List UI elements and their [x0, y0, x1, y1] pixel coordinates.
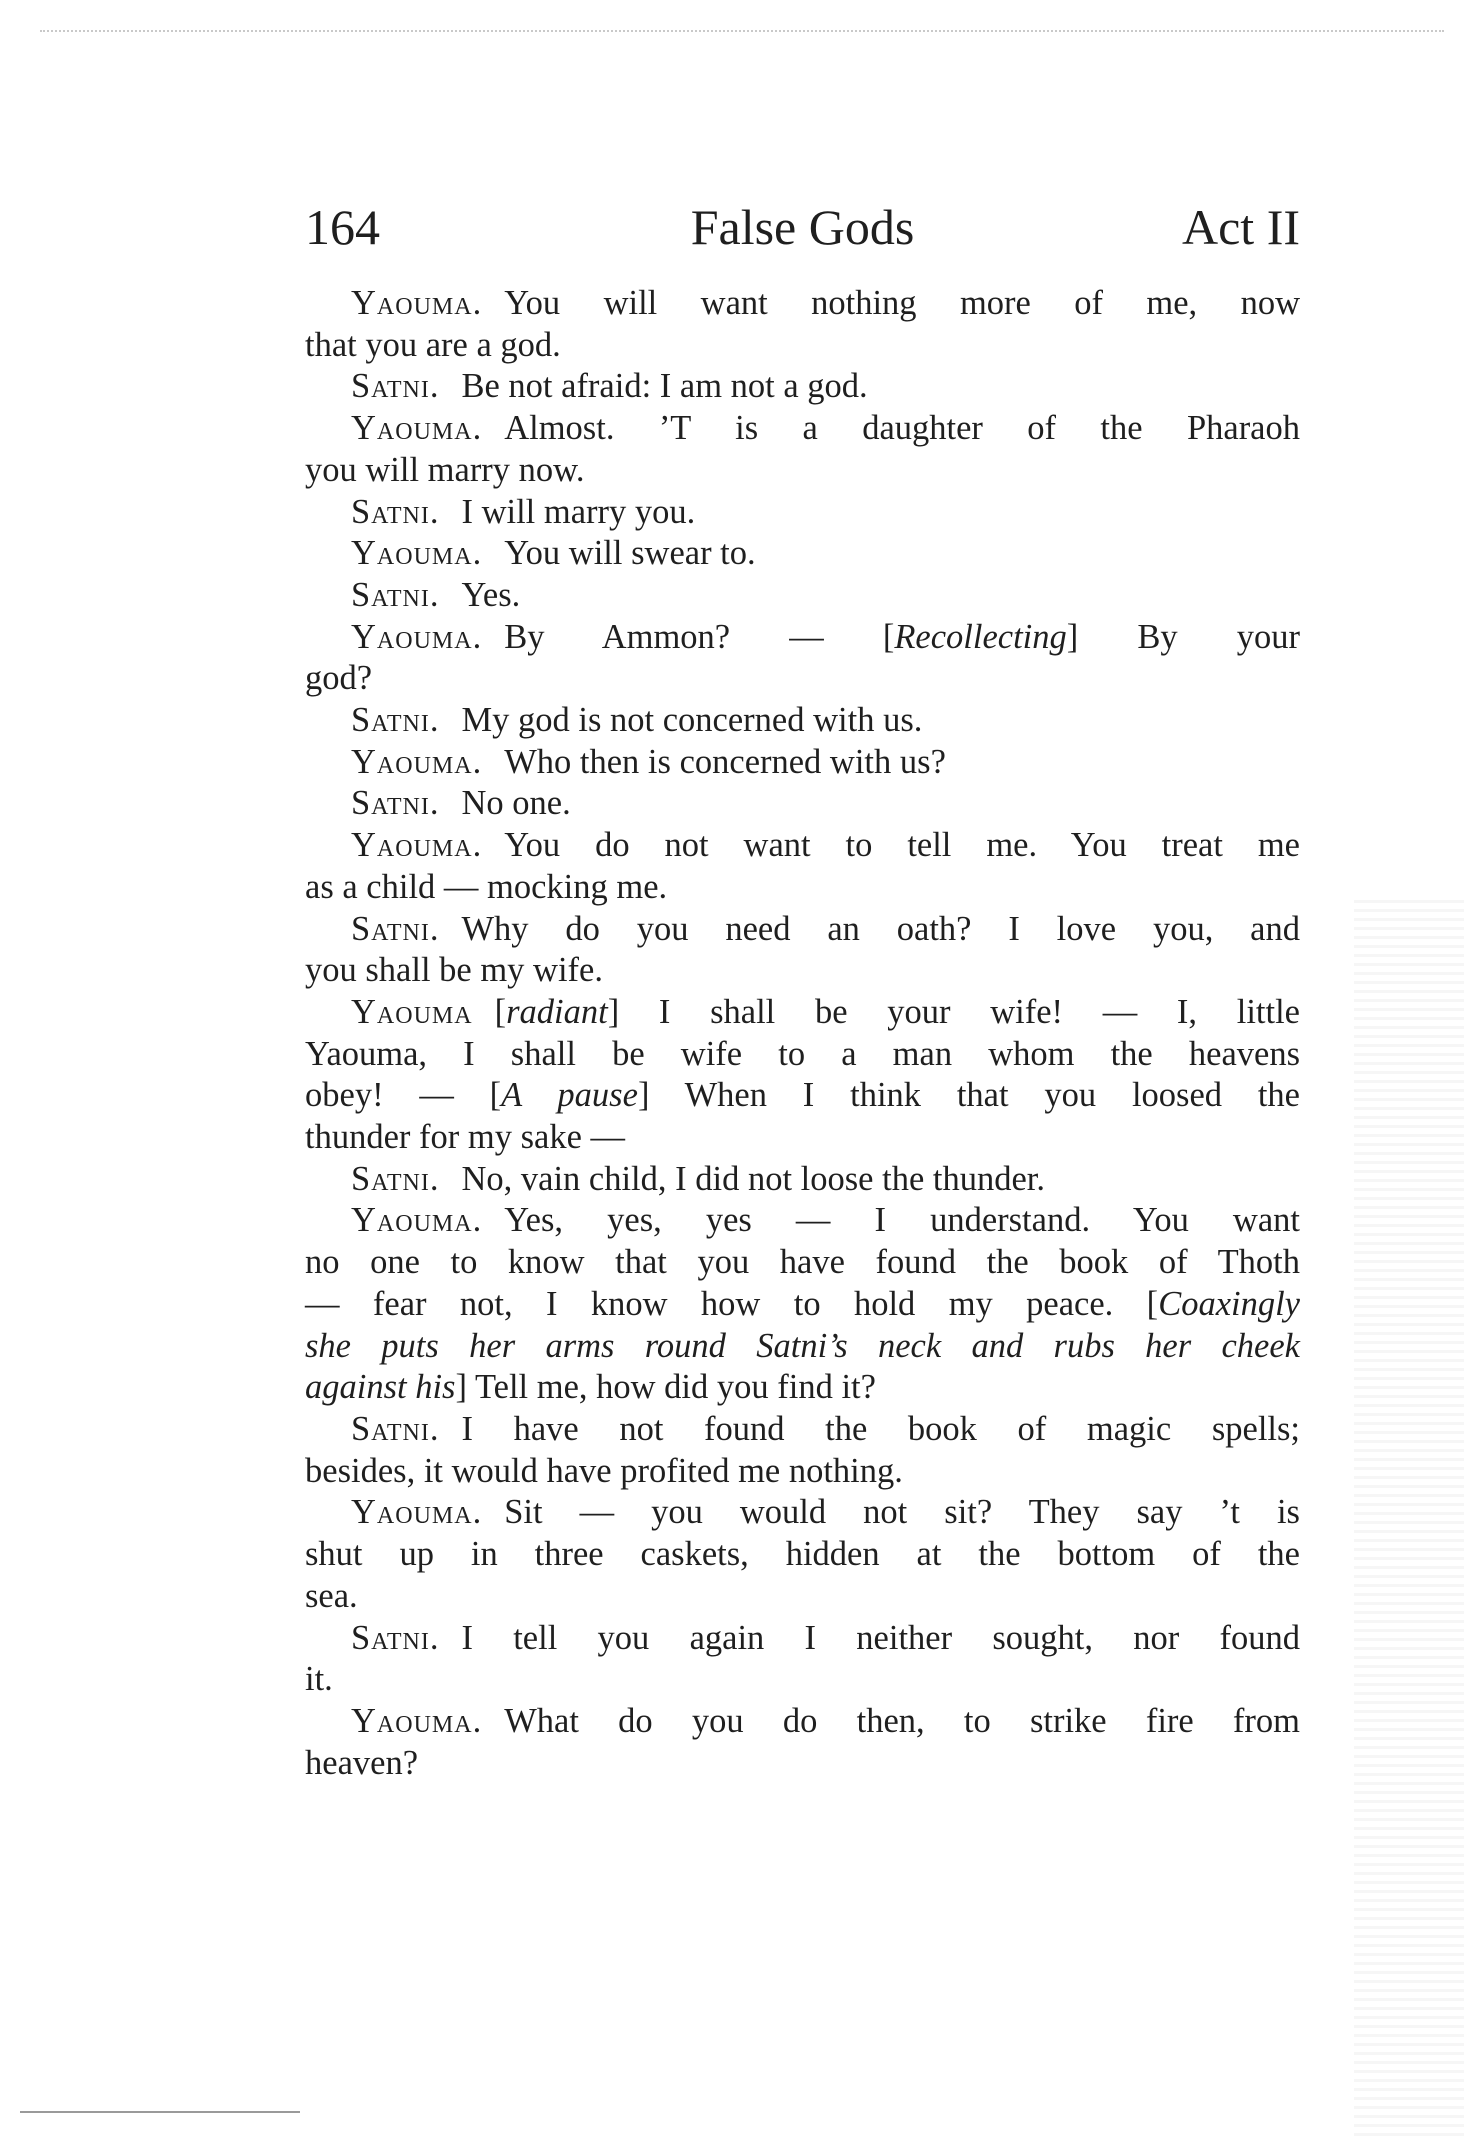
speaker-name: Satni. [351, 492, 440, 531]
speech-line: obey! — [A pause] When I think that you loosed the [305, 1076, 1300, 1115]
bottom-edge-rule [20, 2111, 300, 2113]
speaker-name: Satni. [351, 367, 440, 406]
running-header [305, 192, 1300, 262]
speech-line: Satni. Why do you need an oath? I love you, and [351, 909, 1300, 948]
speaker-name: Satni. [351, 1159, 440, 1198]
speech-line: it. [305, 1660, 333, 1699]
speech [305, 408, 1300, 491]
speech-line: Satni. I have not found the book of magic spells; [351, 1409, 1300, 1448]
page-number: 164 [305, 199, 380, 255]
speech [305, 825, 1300, 908]
running-title: False Gods [690, 199, 915, 255]
speech-line: Yaouma. By Ammon? — [Recollecting] By your [351, 617, 1300, 656]
speech-line: Yaouma. You will want nothing more of me, now [351, 284, 1300, 322]
speech [305, 366, 1300, 408]
speech [305, 1159, 1300, 1201]
speech-line: that you are a god. [305, 325, 561, 364]
speech [305, 283, 1300, 366]
speech-line: she puts her arms round Satni’s neck and rubs her cheek [305, 1326, 1300, 1365]
speech-line: shut up in three caskets, hidden at the bottom of the [305, 1535, 1300, 1574]
speaker-name: Satni. [351, 909, 440, 948]
speech-line: Yaouma. Who then is concerned with us? [351, 742, 946, 781]
speaker-name: Yaouma. [351, 409, 483, 448]
speech-line: Satni. Yes. [351, 575, 521, 614]
speech-line: Yaouma. What do you do then, to strike fire from [351, 1701, 1300, 1740]
speech [305, 700, 1300, 742]
speech-line: Satni. My god is not concerned with us. [351, 701, 923, 740]
speech [305, 1492, 1300, 1617]
speech [305, 1701, 1300, 1784]
speech [305, 1618, 1300, 1701]
speech [305, 533, 1300, 575]
speaker-name: Yaouma. [351, 1701, 483, 1740]
running-act: Act II [1182, 199, 1300, 255]
speech-line: against his] Tell me, how did you find it? [305, 1368, 876, 1407]
speaker-name: Yaouma. [351, 1493, 483, 1532]
speaker-name: Satni. [351, 784, 440, 823]
speaker-name: Yaouma. [351, 826, 483, 865]
speech-line: Yaouma. Almost. ’T is a daughter of the Pharaoh [351, 409, 1300, 448]
speech-line: Yaouma, I shall be wife to a man whom the heavens [305, 1034, 1300, 1073]
speaker-name: Yaouma. [351, 534, 483, 573]
speech-line: you will marry now. [305, 450, 585, 489]
speech [305, 909, 1300, 992]
speaker-name: Yaouma. [351, 617, 483, 656]
dialogue-text [305, 283, 1300, 1784]
speech-line: — fear not, I know how to hold my peace. [Coaxingly [305, 1284, 1300, 1323]
speaker-name: Satni. [351, 575, 440, 614]
speech [305, 992, 1300, 1159]
page-edge-texture [1354, 900, 1464, 2140]
speech-line: Yaouma [radiant] I shall be your wife! — I, little [351, 992, 1300, 1031]
speech-line: no one to know that you have found the book of Thoth [305, 1243, 1300, 1282]
speech-line: Yaouma. You will swear to. [351, 534, 756, 573]
speech-line: Satni. No one. [351, 784, 571, 823]
speaker-name: Yaouma. [351, 1201, 483, 1240]
speech-line: you shall be my wife. [305, 951, 603, 990]
speaker-name: Yaouma [351, 992, 473, 1031]
speech-line: Yaouma. You do not want to tell me. You treat me [351, 826, 1300, 865]
top-edge-rule [40, 30, 1444, 32]
speech-line: sea. [305, 1576, 358, 1615]
speech-line: Satni. Be not afraid: I am not a god. [351, 367, 868, 406]
speech-line: as a child — mocking me. [305, 867, 668, 906]
speaker-name: Satni. [351, 701, 440, 740]
speech-line: Yaouma. Yes, yes, yes — I understand. You want [351, 1201, 1300, 1240]
speech-line: Satni. I will marry you. [351, 492, 696, 531]
speech-line: besides, it would have profited me nothing. [305, 1451, 903, 1490]
speech [305, 742, 1300, 784]
speech-line: Satni. No, vain child, I did not loose the thunder. [351, 1159, 1046, 1198]
speech [305, 1409, 1300, 1492]
speech [305, 1200, 1300, 1409]
speaker-name: Satni. [351, 1618, 440, 1657]
speaker-name: Yaouma. [351, 284, 483, 322]
speech-line: Satni. I tell you again I neither sought, nor found [351, 1618, 1300, 1657]
speech-line: thunder for my sake — [305, 1118, 626, 1157]
speech-line: heaven? [305, 1743, 419, 1782]
speech [305, 783, 1300, 825]
speech-line: god? [305, 659, 373, 698]
speech [305, 492, 1300, 534]
speech-line: Yaouma. Sit — you would not sit? They say ’t is [351, 1493, 1300, 1532]
speaker-name: Satni. [351, 1409, 440, 1448]
speech [305, 575, 1300, 617]
speaker-name: Yaouma. [351, 742, 483, 781]
speech [305, 617, 1300, 700]
